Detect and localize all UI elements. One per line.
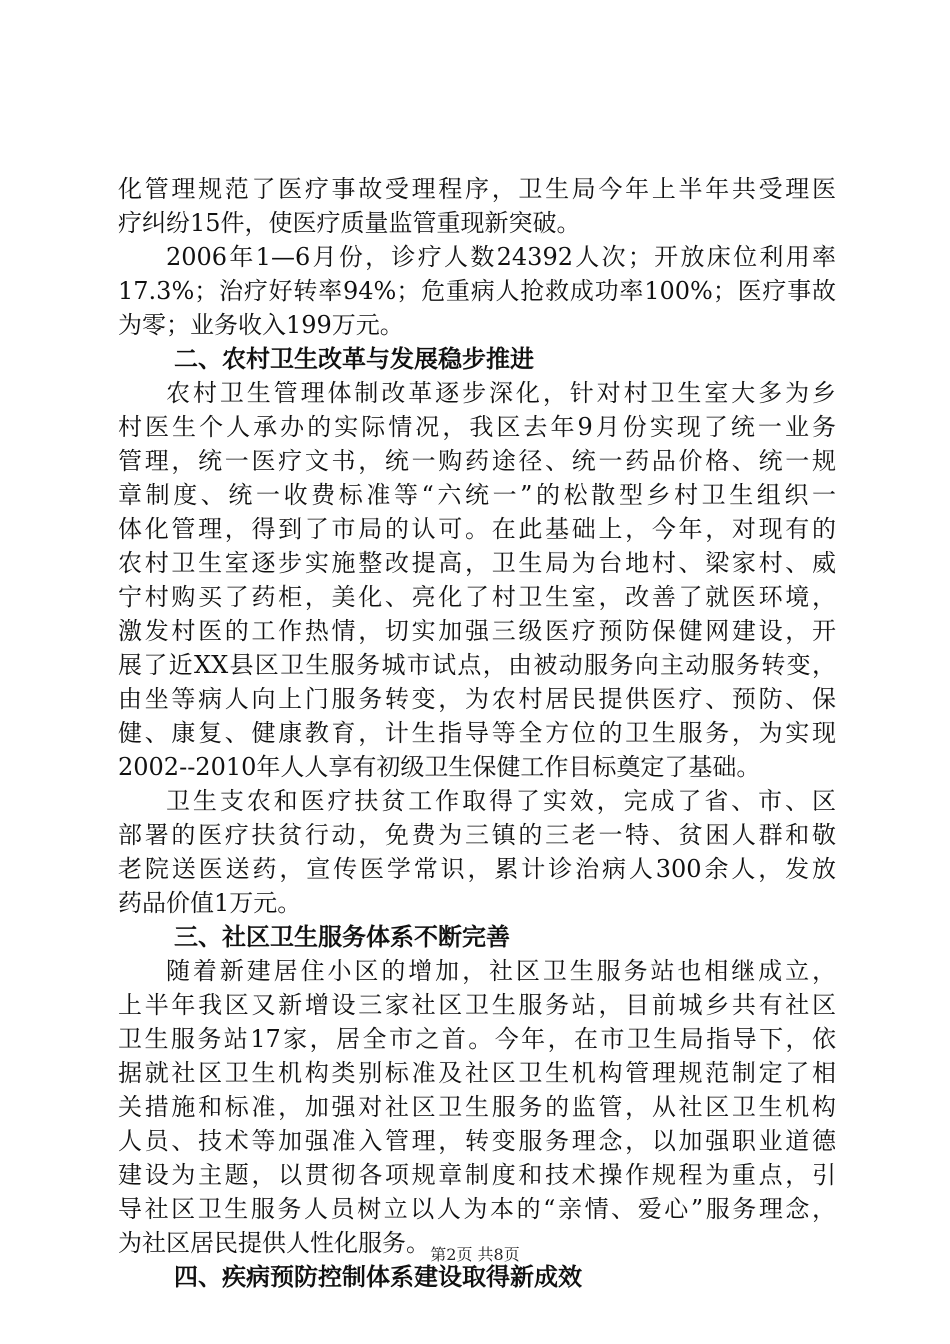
text-line: 导社区卫生服务人员树立以人为本的“亲情、爱心”服务理念， xyxy=(118,1195,836,1223)
paragraph xyxy=(118,172,836,240)
paragraph xyxy=(118,376,836,784)
text-line: 部署的医疗扶贫行动，免费为三镇的三老一特、贫困人群和敬 xyxy=(118,821,836,849)
text-line: 随着新建居住小区的增加，社区卫生服务站也相继成立， xyxy=(166,957,836,985)
text-line: 据就社区卫生机构类别标准及社区卫生机构管理规范制定了相 xyxy=(118,1059,836,1087)
text-line: 农村卫生室逐步实施整改提高，卫生局为台地村、梁家村、威 xyxy=(118,549,836,577)
text-line: 建设为主题，以贯彻各项规章制度和技术操作规程为重点，引 xyxy=(118,1161,836,1189)
page-footer: 第2页 共8页 xyxy=(430,1245,520,1264)
text-line: 农村卫生管理体制改革逐步深化，针对村卫生室大多为乡 xyxy=(166,379,836,407)
text-line: 村医生个人承办的实际情况，我区去年9月份实现了统一业务 xyxy=(118,413,836,441)
text-line: 管理，统一医疗文书，统一购药途径、统一药品价格、统一规 xyxy=(118,447,836,475)
text-line: 人员、技术等加强准入管理，转变服务理念，以加强职业道德 xyxy=(118,1127,836,1155)
text-line: 为零；业务收入199万元。 xyxy=(118,311,404,339)
text-line: 由坐等病人向上门服务转变，为农村居民提供医疗、预防、保 xyxy=(118,685,836,713)
paragraph xyxy=(118,240,836,342)
text-line: 2002--2010年人人享有初级卫生保健工作目标奠定了基础。 xyxy=(118,753,761,781)
text-line: 卫生服务站17家，居全市之首。今年，在市卫生局指导下，依 xyxy=(118,1025,836,1053)
text-line: 疗纠纷15件，使医疗质量监管重现新突破。 xyxy=(118,209,581,237)
text-line: 激发村医的工作热情，切实加强三级医疗预防保健网建设，开 xyxy=(118,617,836,645)
text-line: 为社区居民提供人性化服务。 xyxy=(118,1229,430,1257)
text-line: 2006年1—6月份，诊疗人数24392人次；开放床位利用率 xyxy=(166,243,836,271)
text-line: 健、康复、健康教育，计生指导等全方位的卫生服务，为实现 xyxy=(118,719,836,747)
section-heading: 三、社区卫生服务体系不断完善 xyxy=(174,923,510,951)
text-line: 宁村购买了药柜，美化、亮化了村卫生室，改善了就医环境， xyxy=(118,583,836,611)
text-line: 药品价值1万元。 xyxy=(118,889,302,917)
paragraph xyxy=(118,954,836,1260)
paragraph xyxy=(118,784,836,920)
section-heading: 二、农村卫生改革与发展稳步推进 xyxy=(174,345,534,373)
text-line: 体化管理，得到了市局的认可。在此基础上，今年，对现有的 xyxy=(118,515,836,543)
text-line: 上半年我区又新增设三家社区卫生服务站，目前城乡共有社区 xyxy=(118,991,836,1019)
text-line: 展了近XX县区卫生服务城市试点，由被动服务向主动服务转变， xyxy=(118,651,836,679)
text-line: 关措施和标准，加强对社区卫生服务的监管，从社区卫生机构 xyxy=(118,1093,836,1121)
text-line: 卫生支农和医疗扶贫工作取得了实效，完成了省、市、区 xyxy=(166,787,836,815)
section-heading: 四、疾病预防控制体系建设取得新成效 xyxy=(174,1263,582,1291)
text-line: 化管理规范了医疗事故受理程序，卫生局今年上半年共受理医 xyxy=(118,175,836,203)
text-line: 章制度、统一收费标准等“六统一”的松散型乡村卫生组织一 xyxy=(118,481,836,509)
text-line: 17.3%；治疗好转率94%；危重病人抢救成功率100%；医疗事故 xyxy=(118,277,836,305)
text-line: 老院送医送药，宣传医学常识，累计诊治病人300余人，发放 xyxy=(118,855,836,883)
document-body xyxy=(118,172,836,1294)
